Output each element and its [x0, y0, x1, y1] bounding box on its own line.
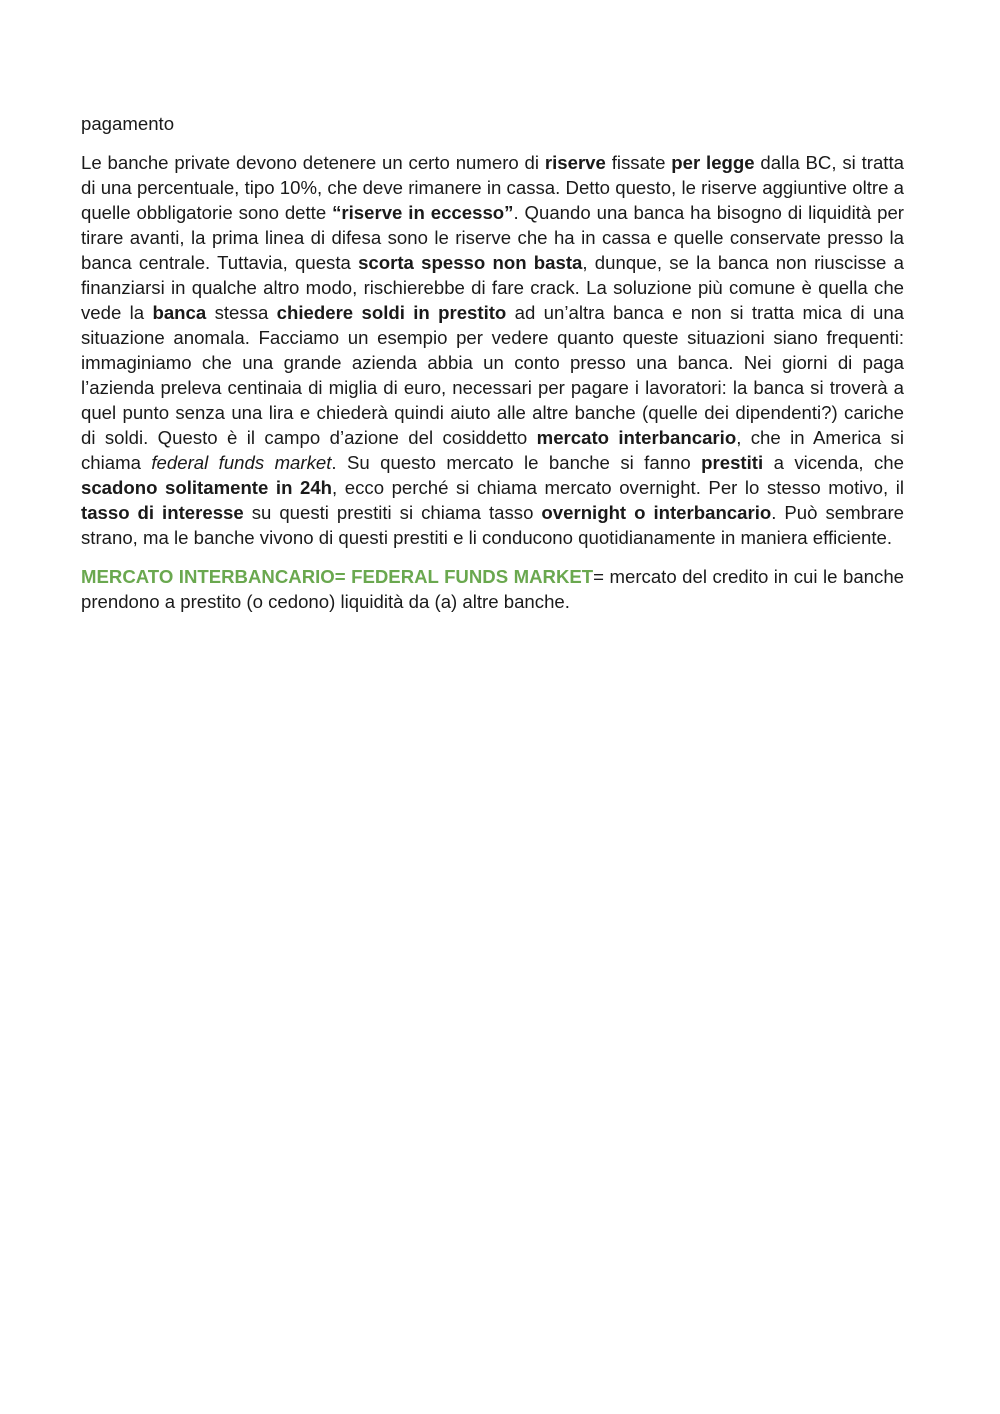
bold-run: overnight o interbancario — [541, 502, 772, 523]
text-run: stessa — [206, 302, 277, 323]
bold-run: banca — [152, 302, 207, 323]
bold-run: prestiti — [701, 452, 764, 473]
bold-run: per legge — [671, 152, 755, 173]
bold-run: scorta spesso non basta — [358, 252, 583, 273]
bold-run: tasso di interesse — [81, 502, 244, 523]
definition-paragraph — [81, 564, 904, 614]
italic-run: federal funds market — [151, 452, 332, 473]
bold-run: riserve — [544, 152, 606, 173]
text-run: a vicenda, che — [763, 452, 904, 473]
text-run: . Può sembrare strano, ma le banche vivono di questi prestiti e li conducono quotidianamente in maniera efficiente. — [81, 502, 904, 548]
text-run: fissate — [605, 152, 672, 173]
bold-run: mercato interbancario — [536, 427, 737, 448]
definition-term: MERCATO INTERBANCARIO= FEDERAL FUNDS MARKET — [81, 566, 594, 587]
paragraph-interbank-market — [81, 150, 904, 550]
text-run: , ecco perché si chiama mercato overnight. Per lo stesso motivo, il — [332, 477, 904, 498]
definition-text: = mercato del credito in cui le banche prendono a prestito (o cedono) liquidità da (a) altre banche. — [81, 566, 904, 612]
document-page — [81, 111, 904, 628]
bold-run: “riserve in eccesso” — [332, 202, 514, 223]
text-run: su questi prestiti si chiama tasso — [243, 502, 542, 523]
bold-run: chiedere soldi in prestito — [276, 302, 507, 323]
text-run: Le banche private devono detenere un certo numero di — [81, 152, 545, 173]
text-run: . Quando una banca ha bisogno di liquidità per tirare avanti, la prima linea di difesa sono le riserve che ha in cassa e quelle conservate presso la banca centrale. Tuttavia, questa — [81, 202, 904, 273]
bold-run: scadono solitamente in 24h — [81, 477, 333, 498]
text-run: , che in America si chiama — [81, 427, 904, 473]
text-run: ad un’altra banca e non si tratta mica di una situazione anomala. Facciamo un esempio per vedere quanto queste situazioni siano frequenti: immaginiamo che una grande azienda abbia un conto presso una banca. Nei giorni di paga l’azienda preleva centinaia di miglia di euro, necessari per pagare i lavoratori: la banca si troverà a quel punto senza una lira e chiederà quindi aiuto alle altre banche (quelle dei dipendenti?) cariche di soldi. Questo è il campo d’azione del cosiddetto — [81, 302, 904, 448]
text-run: , dunque, se la banca non riuscisse a finanziarsi in qualche altro modo, rischierebbe di fare crack. La soluzione più comune è quella che vede la — [81, 252, 904, 323]
text-run: dalla BC, si tratta di una percentuale, tipo 10%, che deve rimanere in cassa. Detto questo, le riserve aggiuntive oltre a quelle obbligatorie sono dette — [81, 152, 904, 223]
text-run: . Su questo mercato le banche si fanno — [331, 452, 702, 473]
continued-fragment: pagamento — [81, 113, 175, 134]
